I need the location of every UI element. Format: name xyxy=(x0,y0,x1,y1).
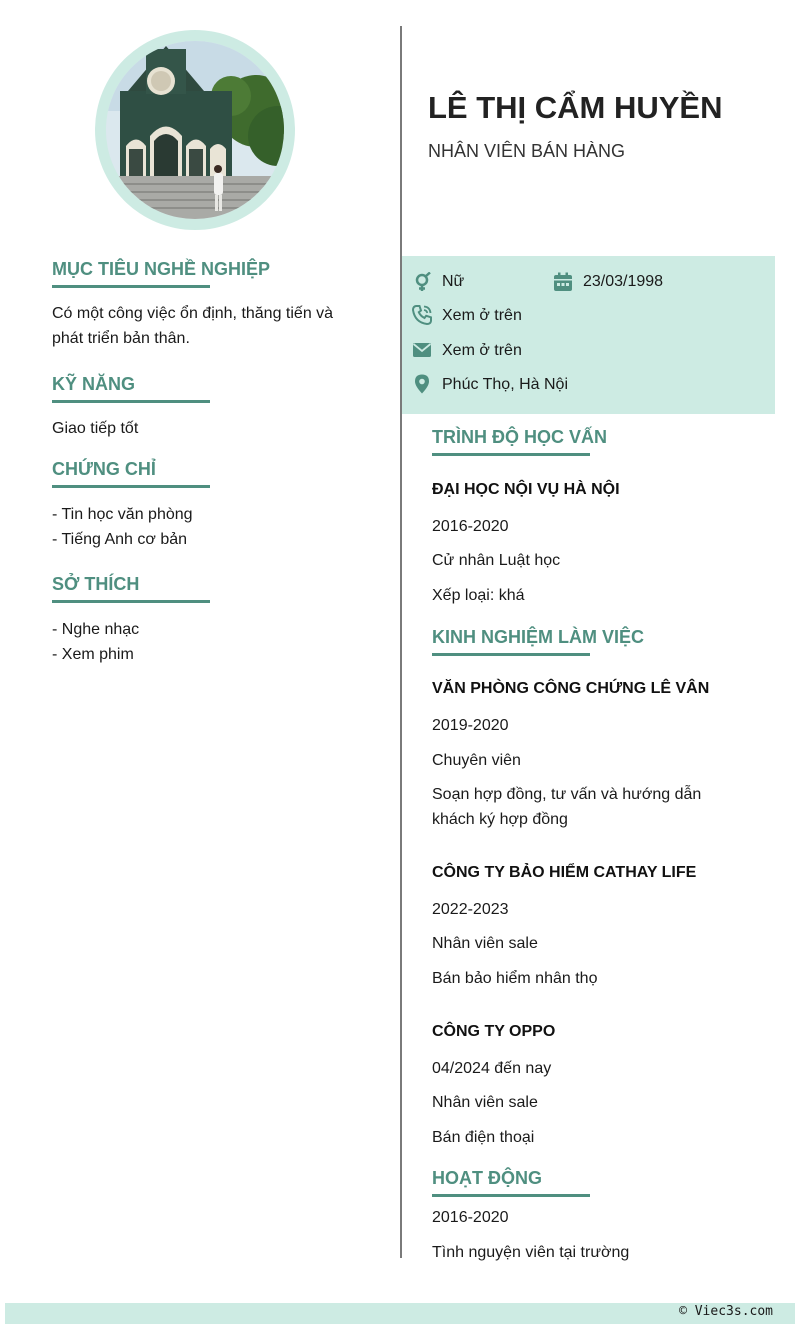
job-description: Bán điện thoại xyxy=(432,1129,535,1146)
job-period: 2022-2023 xyxy=(432,901,509,918)
skills-list xyxy=(52,416,138,441)
job-period: 04/2024 đến nay xyxy=(432,1060,552,1077)
certificates-underline xyxy=(52,485,210,488)
job-description xyxy=(432,782,762,832)
activities-section xyxy=(432,1168,590,1197)
skills-heading: KỸ NĂNG xyxy=(52,374,136,394)
mail-icon xyxy=(412,340,432,360)
hobby-item: - Nghe nhạc xyxy=(52,621,140,638)
hobbies-heading: SỞ THÍCH xyxy=(52,574,140,594)
education-section xyxy=(432,427,607,456)
location-icon xyxy=(412,374,432,394)
address-value: Phúc Thọ, Hà Nội xyxy=(442,376,568,393)
education-underline xyxy=(432,453,590,456)
objective-text xyxy=(52,301,382,351)
hobbies-list xyxy=(52,617,139,667)
objective-line: phát triển bản thân. xyxy=(52,330,190,347)
skills-underline xyxy=(52,400,210,403)
certificate-item: - Tiếng Anh cơ bản xyxy=(52,531,188,548)
job-position: Chuyên viên xyxy=(432,752,521,769)
job-position: Nhân viên sale xyxy=(432,1094,538,1111)
activities-heading: HOẠT ĐỘNG xyxy=(432,1168,542,1188)
birthday-value: 23/03/1998 xyxy=(583,273,664,290)
phone-value: Xem ở trên xyxy=(442,307,522,324)
certificates-list xyxy=(52,502,193,552)
email-value: Xem ở trên xyxy=(442,342,522,359)
certificates-section xyxy=(52,459,210,488)
education-degree: Cử nhân Luật học xyxy=(432,552,561,569)
job-period: 2019-2020 xyxy=(432,717,509,734)
activity-description: Tình nguyện viên tại trường xyxy=(432,1244,630,1261)
phone-icon xyxy=(412,305,432,325)
job-description-line: Soạn hợp đồng, tư vấn và hướng dẫn xyxy=(432,786,702,803)
activity-period: 2016-2020 xyxy=(432,1209,509,1226)
objective-underline xyxy=(52,285,210,288)
objective-section xyxy=(52,259,270,288)
avatar xyxy=(106,41,284,219)
calendar-icon xyxy=(553,272,573,292)
experience-heading: KINH NGHIỆM LÀM VIỆC xyxy=(432,627,645,647)
footer-bar xyxy=(5,1303,795,1324)
candidate-role: NHÂN VIÊN BÁN HÀNG xyxy=(428,141,626,161)
hobbies-section xyxy=(52,574,210,603)
objective-heading: MỤC TIÊU NGHỀ NGHIỆP xyxy=(52,259,271,279)
column-divider xyxy=(400,26,402,1258)
skill-item: Giao tiếp tốt xyxy=(52,420,139,437)
certificates-heading: CHỨNG CHỈ xyxy=(52,459,156,479)
job-company: VĂN PHÒNG CÔNG CHỨNG LÊ VÂN xyxy=(432,680,710,697)
education-grade: Xếp loại: khá xyxy=(432,587,525,604)
gender-icon xyxy=(412,272,432,292)
gender-value: Nữ xyxy=(442,273,465,290)
avatar-photo xyxy=(106,41,284,219)
footer-watermark: © Viec3s.com xyxy=(679,1304,773,1319)
job-description-line: khách ký hợp đồng xyxy=(432,811,568,828)
job-description: Bán bảo hiểm nhân thọ xyxy=(432,970,598,987)
hobbies-underline xyxy=(52,600,210,603)
job-company: CÔNG TY BẢO HIỂM CATHAY LIFE xyxy=(432,864,697,881)
experience-underline xyxy=(432,653,590,656)
hobby-item: - Xem phim xyxy=(52,646,134,663)
education-period: 2016-2020 xyxy=(432,518,509,535)
job-position: Nhân viên sale xyxy=(432,935,538,952)
education-school: ĐẠI HỌC NỘI VỤ HÀ NỘI xyxy=(432,481,620,498)
certificate-item: - Tin học văn phòng xyxy=(52,506,193,523)
experience-section xyxy=(432,627,644,656)
candidate-name: LÊ THỊ CẨM HUYỀN xyxy=(428,90,723,125)
education-heading: TRÌNH ĐỘ HỌC VẤN xyxy=(432,427,607,447)
job-company: CÔNG TY OPPO xyxy=(432,1023,556,1040)
skills-section xyxy=(52,374,210,403)
objective-line: Có một công việc ổn định, thăng tiến và xyxy=(52,305,334,322)
activities-underline xyxy=(432,1194,590,1197)
